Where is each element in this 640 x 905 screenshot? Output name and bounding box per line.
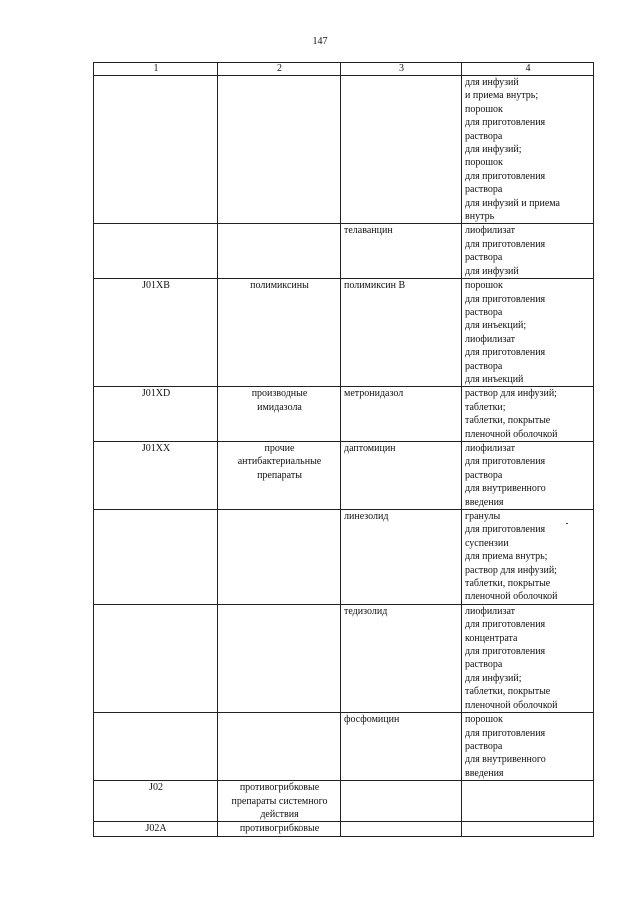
dosage-form-line: раствора	[465, 740, 503, 752]
group-cell	[218, 781, 341, 822]
dosage-form-line: раствора	[465, 130, 503, 142]
dosage-form-line: таблетки, покрытые	[465, 686, 551, 698]
dosage-forms-cell	[462, 441, 594, 509]
table-row	[94, 822, 594, 836]
group-line: препараты	[257, 469, 302, 481]
atc-code-cell: J02	[94, 781, 218, 822]
dosage-form-line: для инфузий	[465, 77, 519, 88]
group-cell	[218, 279, 341, 387]
dosage-form-line: для приготовления	[465, 117, 546, 129]
dosage-form-line: раствора	[465, 306, 503, 318]
column-header: 1	[94, 63, 218, 76]
group-cell	[218, 822, 341, 836]
drug-table	[93, 62, 594, 837]
dosage-form-line: введения	[465, 767, 504, 779]
group-line: полимиксины	[250, 280, 309, 292]
dosage-forms-cell	[462, 76, 594, 224]
group-line: производные	[251, 388, 308, 400]
dosage-forms-cell	[462, 510, 594, 605]
group-line: антибактериальные	[237, 456, 322, 468]
group-line: действия	[260, 808, 299, 820]
dosage-form-line: для приготовления	[465, 646, 546, 658]
dosage-form-line: раствора	[465, 659, 503, 671]
dosage-form-line: для приготовления	[465, 347, 546, 359]
dosage-form-line: гранулы	[465, 511, 501, 522]
dosage-form-line: для приготовления	[465, 456, 546, 468]
dosage-form-line: порошок	[465, 714, 503, 726]
dosage-form-line: для инфузий и приема	[465, 197, 560, 209]
table-row	[94, 76, 594, 224]
dosage-form-line: лиофилизат	[465, 605, 516, 617]
column-header: 2	[218, 63, 341, 76]
dosage-form-line: раствора	[465, 360, 503, 372]
atc-code-cell: J01XB	[94, 279, 218, 387]
table-row	[94, 441, 594, 509]
group-cell	[218, 76, 341, 224]
group-cell	[218, 510, 341, 605]
dosage-forms-cell	[462, 387, 594, 442]
dosage-form-line: лиофилизат	[465, 442, 516, 454]
dosage-form-line: для инъекций;	[465, 320, 527, 332]
group-cell	[218, 224, 341, 279]
dosage-form-line: раствор для инфузий;	[465, 564, 557, 576]
atc-code-cell	[94, 713, 218, 781]
dosage-form-line: пленочной оболочкой	[465, 699, 558, 711]
group-line: имидазола	[257, 401, 302, 413]
dosage-form-line: лиофилизат	[465, 225, 516, 237]
dosage-form-line: внутрь	[465, 211, 495, 223]
dosage-form-line: пленочной оболочкой	[465, 428, 558, 440]
drug-name-cell: фосфомицин	[341, 713, 462, 781]
dosage-form-line: введения	[465, 496, 504, 508]
dosage-form-line: раствора	[465, 469, 503, 481]
dosage-form-line: для приготовления	[465, 293, 546, 305]
drug-name-cell: линезолид	[341, 510, 462, 605]
table-row	[94, 713, 594, 781]
atc-code-cell	[94, 224, 218, 279]
dosage-form-line: суспензии	[465, 537, 509, 549]
atc-code-cell: J02A	[94, 822, 218, 836]
dosage-form-line: таблетки, покрытые	[465, 578, 551, 590]
group-line: противогрибковые	[239, 823, 320, 835]
group-line: прочие	[264, 442, 295, 454]
dosage-form-line: для инъекций	[465, 373, 524, 385]
dosage-form-line: таблетки;	[465, 401, 506, 413]
dosage-form-line: пленочной оболочкой	[465, 591, 558, 603]
table-row	[94, 604, 594, 712]
dosage-form-line: для инфузий	[465, 265, 519, 277]
dosage-forms-cell	[462, 279, 594, 387]
group-cell	[218, 713, 341, 781]
drug-name-cell: тедизолид	[341, 604, 462, 712]
dosage-forms-cell	[462, 822, 594, 836]
dosage-form-line: для внутривенного	[465, 483, 546, 495]
dosage-form-line: раствор для инфузий;	[465, 388, 557, 400]
drug-name-cell	[341, 822, 462, 836]
dosage-form-line: для приготовления	[465, 238, 546, 250]
dosage-form-line: лиофилизат	[465, 333, 516, 345]
drug-name-cell: полимиксин В	[341, 279, 462, 387]
dosage-forms-cell	[462, 713, 594, 781]
dosage-form-line: для инфузий;	[465, 672, 522, 684]
dosage-form-line: и приема внутрь;	[465, 90, 539, 102]
drug-name-cell: даптомицин	[341, 441, 462, 509]
group-cell	[218, 604, 341, 712]
dosage-form-line: таблетки, покрытые	[465, 415, 551, 427]
dosage-form-line: для приготовления	[465, 170, 546, 182]
atc-code-cell	[94, 76, 218, 224]
table-row	[94, 279, 594, 387]
dosage-form-line: для инфузий;	[465, 144, 522, 156]
atc-code-cell	[94, 604, 218, 712]
table-row	[94, 224, 594, 279]
drug-name-cell: метронидазол	[341, 387, 462, 442]
dosage-form-line: для внутривенного	[465, 754, 546, 766]
table-header-row	[94, 63, 594, 76]
group-line: противогрибковые	[239, 782, 320, 794]
dosage-form-line: для приготовления	[465, 524, 546, 536]
table-row	[94, 781, 594, 822]
dosage-form-line: концентрата	[465, 632, 518, 644]
drug-name-cell: телаванцин	[341, 224, 462, 279]
dosage-forms-cell	[462, 224, 594, 279]
dosage-form-line: для приготовления	[465, 727, 546, 739]
dosage-forms-cell	[462, 781, 594, 822]
table-row	[94, 387, 594, 442]
scan-speck	[566, 523, 568, 524]
dosage-forms-cell	[462, 604, 594, 712]
drug-name-cell	[341, 781, 462, 822]
drug-name-cell	[341, 76, 462, 224]
page-number: 147	[312, 36, 328, 47]
column-header: 3	[341, 63, 462, 76]
dosage-form-line: порошок	[465, 280, 503, 292]
atc-code-cell	[94, 510, 218, 605]
atc-code-cell: J01XX	[94, 441, 218, 509]
table-body	[94, 76, 594, 837]
dosage-form-line: раствора	[465, 252, 503, 264]
dosage-form-line: порошок	[465, 157, 503, 169]
dosage-form-line: для приема внутрь;	[465, 551, 548, 563]
atc-code-cell: J01XD	[94, 387, 218, 442]
dosage-form-line: порошок	[465, 103, 503, 115]
group-cell	[218, 387, 341, 442]
column-header: 4	[462, 63, 594, 76]
group-line: препараты системного	[231, 795, 328, 807]
dosage-form-line: для приготовления	[465, 619, 546, 631]
group-cell	[218, 441, 341, 509]
dosage-form-line: раствора	[465, 184, 503, 196]
table-row	[94, 510, 594, 605]
